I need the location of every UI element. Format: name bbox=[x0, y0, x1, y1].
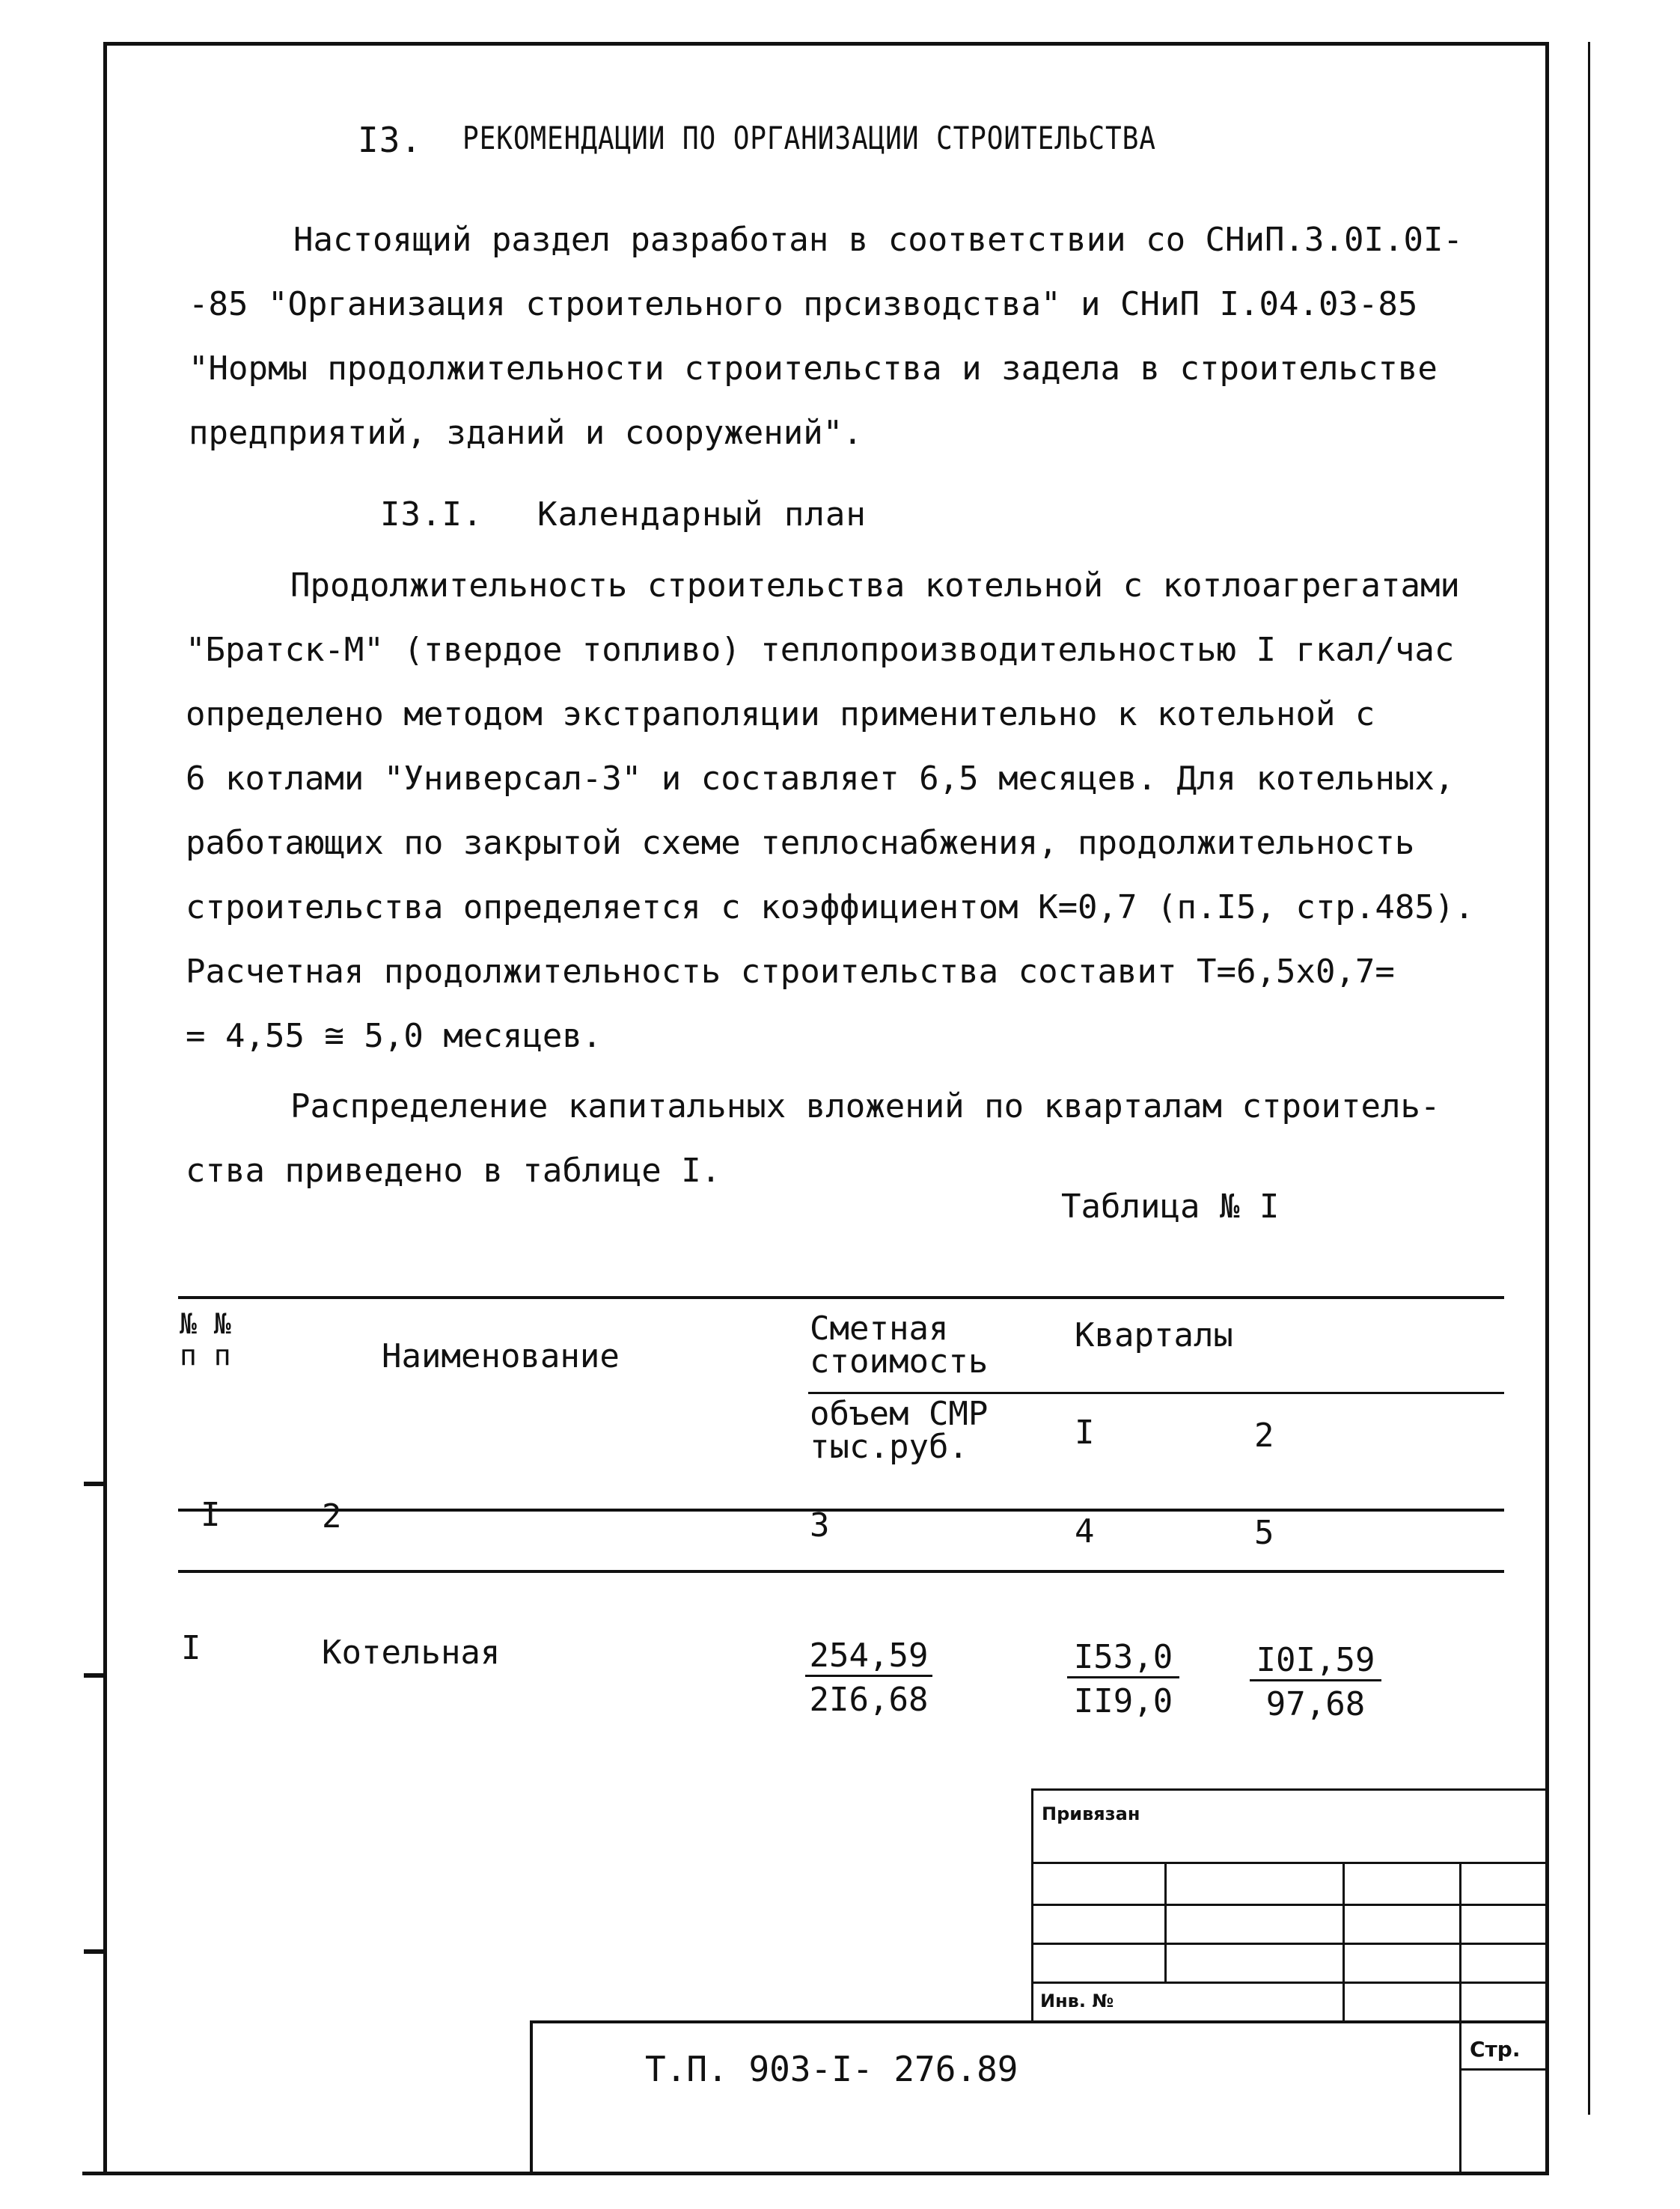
section-number: I3. bbox=[358, 120, 423, 160]
duration-line: работающих по закрытой схеме теплоснабжения, продолжительность bbox=[186, 824, 1415, 862]
stamp-main-top bbox=[530, 2020, 1548, 2023]
frame-bottom bbox=[82, 2172, 1549, 2175]
duration-line: 6 котлами "Универсал-3" и составляет 6,5 месяцев. Для котельных, bbox=[186, 760, 1455, 798]
header-q2: 2 bbox=[1254, 1417, 1274, 1455]
intro-line: -85 "Организация строительного прсизводства" и СНиП I.04.03-85 bbox=[189, 285, 1418, 323]
stamp-inv-label: Инв. № bbox=[1040, 1990, 1114, 2011]
column-number: 3 bbox=[810, 1506, 830, 1545]
stamp-page-label: Стр. bbox=[1470, 2037, 1521, 2062]
stamp-grid-v3 bbox=[1459, 1862, 1461, 2175]
intro-paragraph bbox=[189, 208, 1463, 465]
header-cost-line2: стоимость bbox=[810, 1342, 989, 1381]
frame-left bbox=[103, 42, 107, 2175]
frame-right-outer bbox=[1588, 42, 1590, 2115]
column-number: I bbox=[201, 1496, 221, 1534]
stamp-grid-h4 bbox=[1031, 1982, 1548, 1984]
duration-line: = 4,55 ≅ 5,0 месяцев. bbox=[186, 1017, 602, 1055]
stamp-grid-h3 bbox=[1031, 1943, 1548, 1945]
row-q1 bbox=[1067, 1640, 1179, 1719]
column-number: 4 bbox=[1075, 1512, 1095, 1550]
row-num: I bbox=[181, 1629, 201, 1667]
row-cost-bottom: 2I6,68 bbox=[809, 1681, 929, 1719]
header-cost-line1: Сметная bbox=[810, 1310, 949, 1348]
row-q1-bottom: II9,0 bbox=[1073, 1682, 1173, 1720]
table-rule-colnums-bottom bbox=[178, 1570, 1504, 1573]
duration-line: Расчетная продолжительность строительства составит Т=6,5х0,7= bbox=[186, 953, 1395, 991]
duration-line: "Братск-М" (твердое топливо) теплопроизводительностью I гкал/час bbox=[186, 631, 1455, 669]
column-number: 2 bbox=[322, 1497, 342, 1536]
section-title: РЕКОМЕНДАЦИИ ПО ОРГАНИЗАЦИИ СТРОИТЕЛЬСТВА bbox=[462, 120, 1156, 156]
row-cost-top: 254,59 bbox=[805, 1639, 932, 1677]
frame-top bbox=[103, 42, 1549, 46]
table-caption: Таблица № I bbox=[1061, 1188, 1280, 1226]
row-q1-top: I53,0 bbox=[1067, 1640, 1179, 1678]
header-cost bbox=[810, 1310, 989, 1381]
header-num-line1: № № bbox=[180, 1307, 231, 1340]
distribution-line: ства приведено в таблице I. bbox=[186, 1152, 721, 1190]
header-name: Наименование bbox=[382, 1337, 620, 1375]
distribution-line: Распределение капитальных вложений по кварталам строитель- bbox=[290, 1087, 1441, 1125]
header-quarters: Кварталы bbox=[1075, 1316, 1233, 1354]
intro-line: "Нормы продолжительности строительства и задела в строительстве bbox=[189, 349, 1438, 388]
column-number: 5 bbox=[1254, 1514, 1274, 1552]
header-num-line2: п п bbox=[180, 1339, 231, 1372]
intro-line: предприятий, зданий и сооружений". bbox=[189, 414, 863, 452]
header-volume-line1: объем СМР bbox=[810, 1395, 989, 1433]
row-cost bbox=[805, 1639, 932, 1717]
subsection-number: I3.I. bbox=[380, 495, 483, 534]
binding-mark bbox=[84, 1673, 106, 1678]
row-q2-top: I0I,59 bbox=[1250, 1643, 1381, 1681]
header-volume bbox=[810, 1395, 989, 1466]
binding-mark bbox=[84, 1482, 106, 1486]
stamp-doc-code: Т.П. 903-I- 276.89 bbox=[645, 2049, 1018, 2089]
duration-paragraph bbox=[186, 554, 1474, 1069]
row-q2 bbox=[1250, 1643, 1381, 1722]
table-rule-colnums-top bbox=[178, 1509, 1504, 1512]
stamp-page-rule bbox=[1459, 2068, 1548, 2071]
distribution-paragraph bbox=[186, 1075, 1440, 1203]
stamp-main-left bbox=[530, 2020, 533, 2175]
duration-line: определено методом экстраполяции применительно к котельной с bbox=[186, 695, 1375, 733]
duration-line: Продолжительность строительства котельной с котлоагрегатами bbox=[290, 566, 1460, 605]
header-volume-line2: тыс.руб. bbox=[810, 1428, 968, 1466]
header-sub-rule bbox=[808, 1392, 1504, 1394]
stamp-grid-h2 bbox=[1031, 1904, 1548, 1906]
stamp-bound-label: Привязан bbox=[1042, 1803, 1140, 1824]
binding-mark bbox=[84, 1949, 106, 1954]
row-name: Котельная bbox=[322, 1634, 501, 1672]
duration-line: строительства определяется с коэффициентом К=0,7 (п.I5, стр.485). bbox=[186, 888, 1474, 926]
frame-right bbox=[1545, 42, 1549, 2175]
row-q2-bottom: 97,68 bbox=[1265, 1685, 1366, 1723]
stamp-grid-h1 bbox=[1031, 1862, 1548, 1864]
stamp-bound-top bbox=[1031, 1788, 1548, 1791]
header-num bbox=[180, 1308, 231, 1371]
stamp-grid-v2 bbox=[1343, 1862, 1345, 2020]
intro-line: Настоящий раздел разработан в соответствии со СНиП.3.0I.0I- bbox=[293, 221, 1463, 259]
subsection-title: Календарный план bbox=[537, 495, 867, 534]
stamp-grid-v1 bbox=[1164, 1862, 1167, 1982]
table-rule-top bbox=[178, 1296, 1504, 1299]
header-q1: I bbox=[1075, 1414, 1095, 1452]
